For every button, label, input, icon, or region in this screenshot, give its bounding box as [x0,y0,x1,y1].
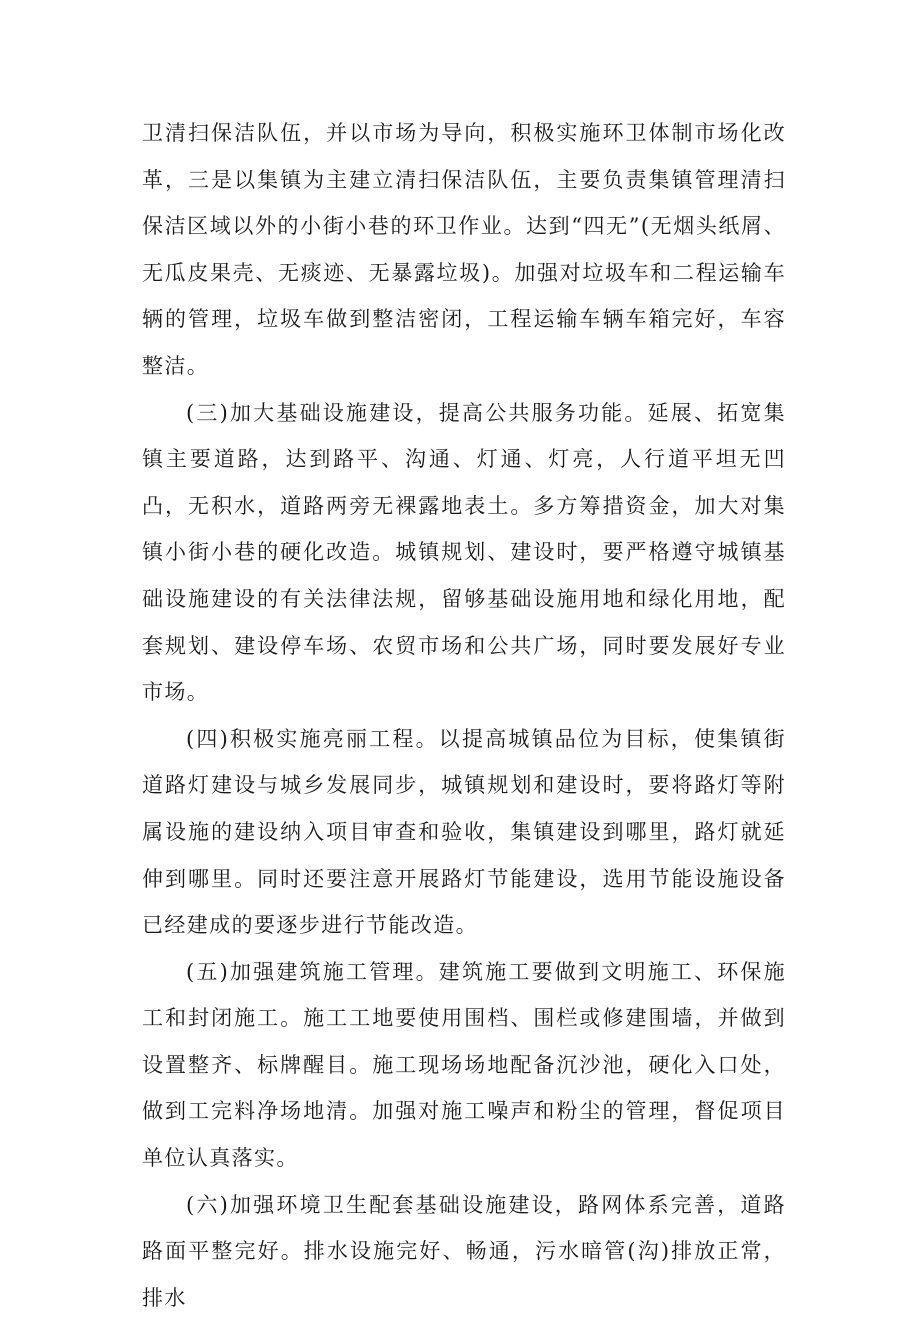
paragraph-2: (三)加大基础设施建设，提高公共服务功能。延展、拓宽集镇主要道路，达到路平、沟通、灯通、灯亮，人行道平坦无凹凸，无积水，道路两旁无裸露地表土。多方筹措资金，加大对集镇小街小巷的硬化改造。城镇规划、建设时，要严格遵守城镇基础设施建设的有关法律法规，留够基础设施用地和绿化用地，配套规划、建设停车场、农贸市场和公共广场，同时要发展好专业市场。 [142,400,786,705]
paragraph-5: (六)加强环境卫生配套基础设施建设，路网体系完善，道路路面平整完好。排水设施完好、畅通，污水暗管(沟)排放正常，排水 [142,1192,786,1310]
paragraph-4: (五)加强建筑施工管理。建筑施工要做到文明施工、环保施工和封闭施工。施工工地要使用围档、围栏或修建围墙，并做到设置整齐、标牌醒目。施工现场场地配备沉沙池，硬化入口处，做到工完料净场地清。加强对施工噪声和粉尘的管理，督促项目单位认真落实。 [142,959,786,1171]
paragraph-3: (四)积极实施亮丽工程。以提高城镇品位为目标，使集镇街道路灯建设与城乡发展同步，城镇规划和建设时，要将路灯等附属设施的建设纳入项目审查和验收，集镇建设到哪里，路灯就延伸到哪里。同时还要注意开展路灯节能建设，选用节能设施设备已经建成的要逐步进行节能改造。 [142,726,786,938]
paragraph-1: 卫清扫保洁队伍，并以市场为导向，积极实施环卫体制市场化改革，三是以集镇为主建立清扫保洁队伍，主要负责集镇管理清扫保洁区域以外的小街小巷的环卫作业。达到“四无”(无烟头纸屑、无瓜皮果壳、无痰迹、无暴露垃圾)。加强对垃圾车和二程运输车辆的管理，垃圾车做到整洁密闭，工程运输车辆车箱完好，车容整洁。 [142,121,786,378]
body-text [142,110,786,1321]
